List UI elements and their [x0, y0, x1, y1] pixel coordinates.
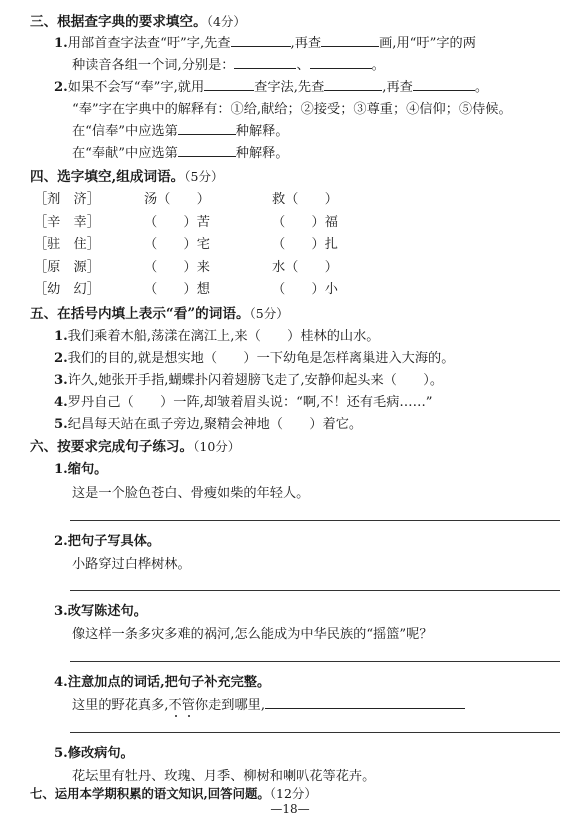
- fill-cell[interactable]: 水（ ）: [272, 259, 338, 275]
- s6-q2-text: 小路穿过白桦树林。: [72, 557, 191, 572]
- blank[interactable]: [231, 34, 291, 47]
- s6-q5-text: 花坛里有牡丹、玫瑰、月季、柳树和喇叭花等花卉。: [72, 769, 376, 784]
- s6-q4-text: 这里的野花真多,不管你走到哪里,: [72, 694, 465, 713]
- s5-item: 4.罗丹自己（ ）一阵,却皱着眉头说：“啊,不！还有毛病……”: [54, 395, 433, 410]
- blank[interactable]: [413, 78, 475, 91]
- blank[interactable]: [178, 144, 236, 157]
- fill-cell[interactable]: 救（ ）: [272, 192, 338, 207]
- s3-q2-line3: 在“信奉”中应选第 种解释。: [72, 124, 289, 139]
- s6-q5-label: 5.修改病句。: [54, 746, 134, 761]
- section-7-title: 七、运用本学期积累的语文知识,回答问题。（12分）: [30, 786, 317, 801]
- s3-q1-line1: 1.用部首查字法查“吁”字,先查 ,再查 画,用“吁”字的两: [54, 36, 476, 51]
- fill-cell[interactable]: （ ）想: [144, 282, 210, 297]
- s3-q2-line4: 在“奉献”中应选第 种解释。: [72, 146, 289, 161]
- blank[interactable]: [204, 78, 254, 91]
- section-5-title: 五、在括号内填上表示“看”的词语。（5分）: [30, 306, 289, 322]
- s5-item: 2.我们的目的,就是想实地（ ）一下幼龟是怎样离巢进入大海的。: [54, 351, 455, 366]
- fill-cell[interactable]: （ ）苦: [144, 214, 210, 230]
- s5-item: 3.许久,她张开手指,蝴蝶扑闪着翅膀飞走了,安静仰起头来（ ）。: [54, 373, 444, 388]
- blank[interactable]: [310, 56, 372, 69]
- answer-line[interactable]: [70, 520, 560, 521]
- blank[interactable]: [324, 78, 382, 91]
- answer-line[interactable]: [70, 732, 560, 733]
- s3-q1-line2: 种读音各组一个词,分别是： 、 。: [72, 58, 385, 73]
- blank[interactable]: [321, 34, 379, 47]
- s6-q4-label: 4.注意加点的词话,把句子补充完整。: [54, 675, 271, 690]
- s3-q2-line1: 2.如果不会写“奉”字,就用 查字法,先查 ,再查 。: [54, 80, 489, 95]
- fill-cell[interactable]: （ ）小: [272, 282, 338, 297]
- blank[interactable]: [178, 122, 236, 135]
- fill-cell[interactable]: 汤（ ）: [144, 192, 210, 207]
- blank[interactable]: [265, 696, 465, 709]
- fill-cell[interactable]: （ ）宅: [144, 237, 210, 252]
- fill-cell[interactable]: （ ）扎: [272, 237, 338, 252]
- s6-q2-label: 2.把句子写具体。: [54, 534, 161, 549]
- fill-cell[interactable]: （ ）福: [272, 214, 338, 230]
- s3-q2-line2: “奉”字在字典中的解释有：①给,献给；②接受；③尊重；④信仰；⑤侍候。: [72, 102, 512, 117]
- s5-item: 1.我们乘着木船,荡漾在漓江上,来（ ）桂林的山水。: [54, 329, 380, 344]
- blank[interactable]: [234, 56, 296, 69]
- section-3-title: 三、根据查字典的要求填空。（4分）: [30, 14, 246, 30]
- worksheet-page: 三、根据查字典的要求填空。（4分） 1.用部首查字法查“吁”字,先查 ,再查 画,用“吁”字的两 种读音各组一个词,分别是： 、 。 2.如果不会写“奉”字,就用 查字法,先查 ,再查 。 “奉”字在字典中的解释有：①给,献给；②接受；③尊重；④信仰；⑤侍候。 在“信奉”中应选第 种解释。 在“奉献”中应选第 种解释。 四、选字填空,组成词语。（5分） ［剂 济］ 汤（ ） 救（ ） ［辛 幸］ （ ）苦 （ ）福 ［驻 住］ （ ）宅 （ ）扎 ［原 源］ （ ）来 水（ ） ［幼 幻］ （ ）想 （ ）小 五、在括号内填上表示“看”的词语。（5分） 1.我们乘着木船,荡漾在漓江上,来（ ）桂林的山水。 2.我们的目的,就是想实地（ ）一下幼龟是怎样离巢进入大海的。 3.许久,她张开手指,蝴蝶扑闪着翅膀飞走了,安静仰起头来（ ）。 4.罗丹自己（ ）一阵,却皱着眉头说：“啊,不！还有毛病……” 5.纪昌每天站在虱子旁边,聚精会神地（ ）着它。 六、按要求完成句子练习。（10分） 1.缩句。 这是一个脸色苍白、骨瘦如柴的年轻人。 2.把句子写具体。 小路穿过白桦树林。 3.改写陈述句。 像这样一条多灾多难的祸河,怎么能成为中华民族的“摇篮”呢？ 4.注意加点的词话,把句子补充完整。 这里的野花真多,不管你走到哪里, 5.修改病句。 花坛里有牡丹、玫瑰、月季、柳树和喇叭花等花卉。 七、运用本学期积累的语文知识,回答问题。（12分） —18—: [0, 0, 580, 828]
- fill-cell[interactable]: （ ）来: [144, 259, 210, 275]
- s5-item: 5.纪昌每天站在虱子旁边,聚精会神地（ ）着它。: [54, 417, 363, 432]
- answer-line[interactable]: [70, 590, 560, 591]
- s6-q1-text: 这是一个脸色苍白、骨瘦如柴的年轻人。: [72, 486, 310, 501]
- page-number: —18—: [270, 802, 310, 816]
- s6-q1-label: 1.缩句。: [54, 462, 108, 477]
- section-6-title: 六、按要求完成句子练习。（10分）: [30, 439, 241, 455]
- section-4-title: 四、选字填空,组成词语。（5分）: [30, 169, 224, 185]
- s6-q3-text: 像这样一条多灾多难的祸河,怎么能成为中华民族的“摇篮”呢？: [72, 627, 433, 642]
- s6-q3-label: 3.改写陈述句。: [54, 604, 147, 619]
- answer-line[interactable]: [70, 661, 560, 662]
